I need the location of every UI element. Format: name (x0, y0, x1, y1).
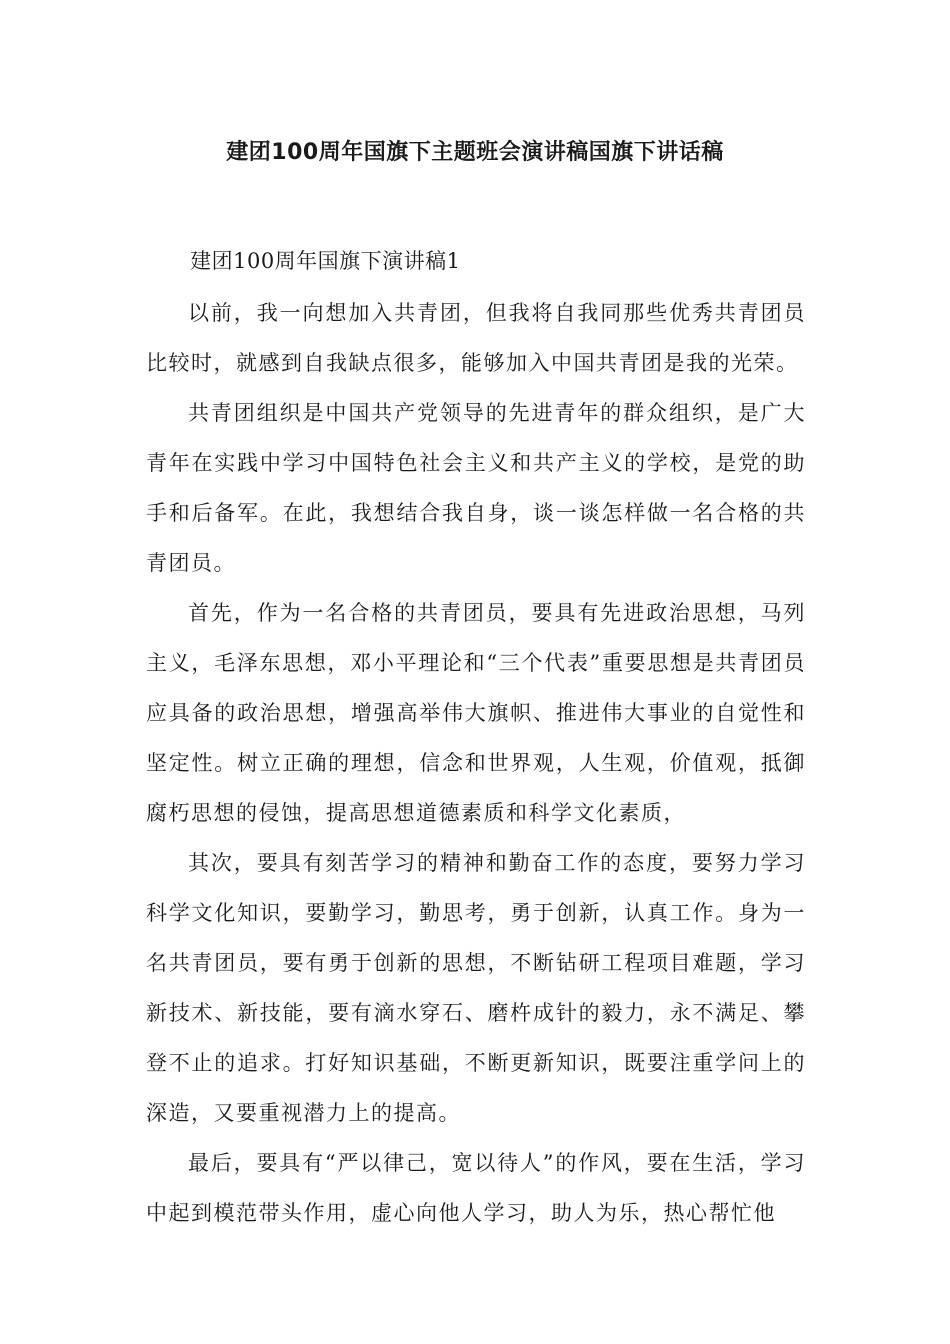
section-heading: 建团100周年国旗下演讲稿1 (190, 249, 461, 273)
paragraph-4: 其次，要具有刻苦学习的精神和勤奋工作的态度，要努力学习科学文化知识，要勤学习，勤思考，勇于创新，认真工作。身为一名共青团员，要有勇于创新的思想，不断钻研工程项目难题，学习新技术、新技能，要有滴水穿石、磨杵成针的毅力，永不满足、攀登不止的追求。打好知识基础，不断更新知识，既要注重学问上的深造，又要重视潜力上的提高。 (146, 851, 806, 1125)
paragraph-3: 首先，作为一名合格的共青团员，要具有先进政治思想，马列主义，毛泽东思想，邓小平理论和“三个代表”重要思想是共青团员应具备的政治思想，增强高举伟大旗帜、推进伟大事业的自觉性和坚定性。树立正确的理想，信念和世界观，人生观，价值观，抵御腐朽思想的侵蚀，提高思想道德素质和科学文化素质， (146, 601, 806, 825)
paragraph-2: 共青团组织是中国共产党领导的先进青年的群众组织，是广大青年在实践中学习中国特色社会主义和共产主义的学校，是党的助手和后备军。在此，我想结合我自身，谈一谈怎样做一名合格的共青团员。 (146, 401, 806, 575)
document-title: 建团100周年国旗下主题班会演讲稿国旗下讲话稿 (226, 140, 724, 165)
paragraph-5: 最后，要具有“严以律己，宽以待人”的作风，要在生活，学习中起到模范带头作用，虚心向他人学习，助人为乐，热心帮忙他 (146, 1151, 806, 1225)
document-body (146, 236, 806, 1238)
paragraph-1: 以前，我一向想加入共青团，但我将自我同那些优秀共青团员比较时，就感到自我缺点很多，能够加入中国共青团是我的光荣。 (146, 301, 806, 375)
